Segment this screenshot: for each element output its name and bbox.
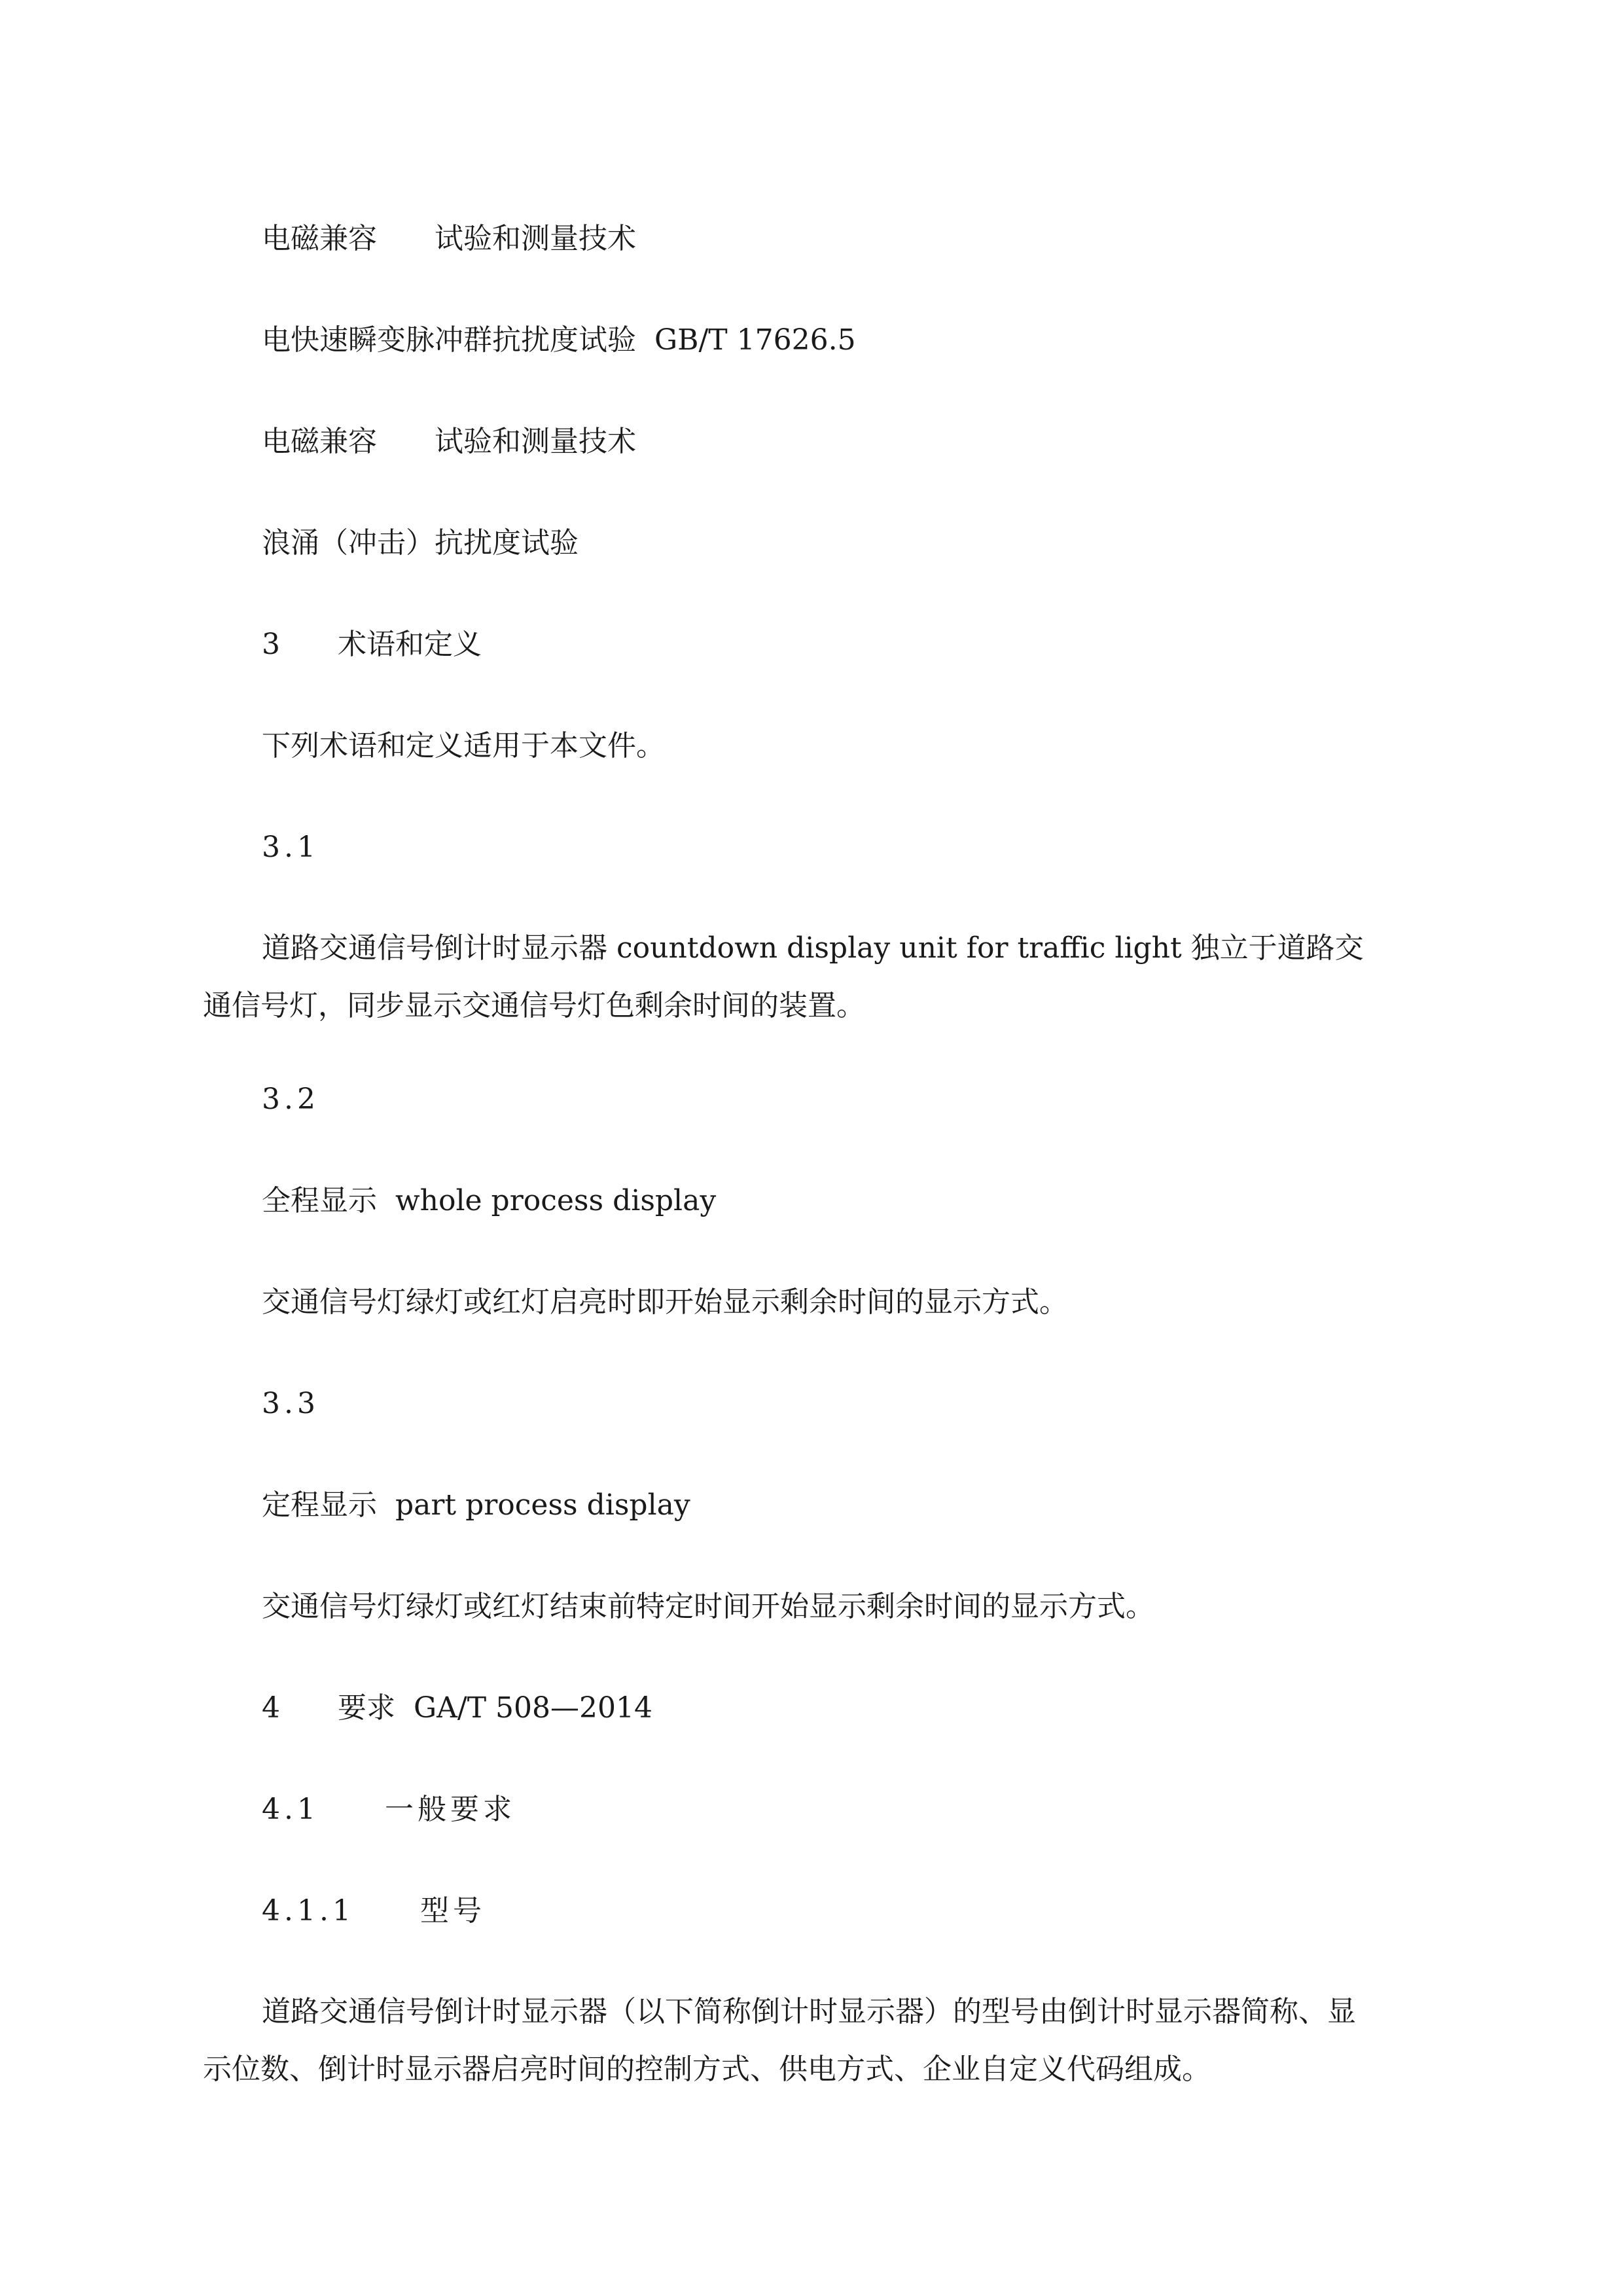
term-whole-process-display: 全程显示 whole process display — [262, 1184, 717, 1217]
section-number-3-1: 3.1 — [262, 831, 319, 864]
section-heading-3: 3 术语和定义 — [262, 628, 482, 661]
section-heading-4: 4 要求 GA/T 508—2014 — [262, 1691, 653, 1725]
text-line-terms-apply: 下列术语和定义适用于本文件。 — [262, 729, 665, 762]
text-line-emc-1: 电磁兼容 试验和测量技术 — [262, 222, 636, 255]
definition-whole-process-display: 交通信号灯绿灯或红灯启亮时即开始显示剩余时间的显示方式。 — [262, 1285, 1068, 1319]
section-heading-4-1: 4.1 一般要求 — [262, 1793, 516, 1826]
section-number-3-3: 3.3 — [262, 1387, 319, 1420]
text-line-eft-test: 电快速瞬变脉冲群抗扰度试验 GB/T 17626.5 — [262, 323, 856, 357]
definition-part-process-display: 交通信号灯绿灯或红灯结束前特定时间开始显示剩余时间的显示方式。 — [262, 1590, 1154, 1623]
text-line-surge-test: 浪涌（冲击）抗扰度试验 — [262, 526, 579, 560]
term-part-process-display: 定程显示 part process display — [262, 1488, 690, 1522]
paragraph-model-composition: 道路交通信号倒计时显示器（以下简称倒计时显示器）的型号由倒计时显示器简称、显示位数、倒计时显示器启亮时间的控制方式、供电方式、企业自定义代码组成。 — [203, 1995, 1356, 2086]
text-line-emc-2: 电磁兼容 试验和测量技术 — [262, 425, 636, 458]
section-number-3-2: 3.2 — [262, 1083, 319, 1116]
section-heading-4-1-1: 4.1.1 型号 — [262, 1894, 486, 1928]
paragraph-countdown-definition: 道路交通信号倒计时显示器 countdown display unit for traffic light 独立于道路交通信号灯，同步显示交通信号灯色剩余时间的装置。 — [203, 931, 1364, 1022]
